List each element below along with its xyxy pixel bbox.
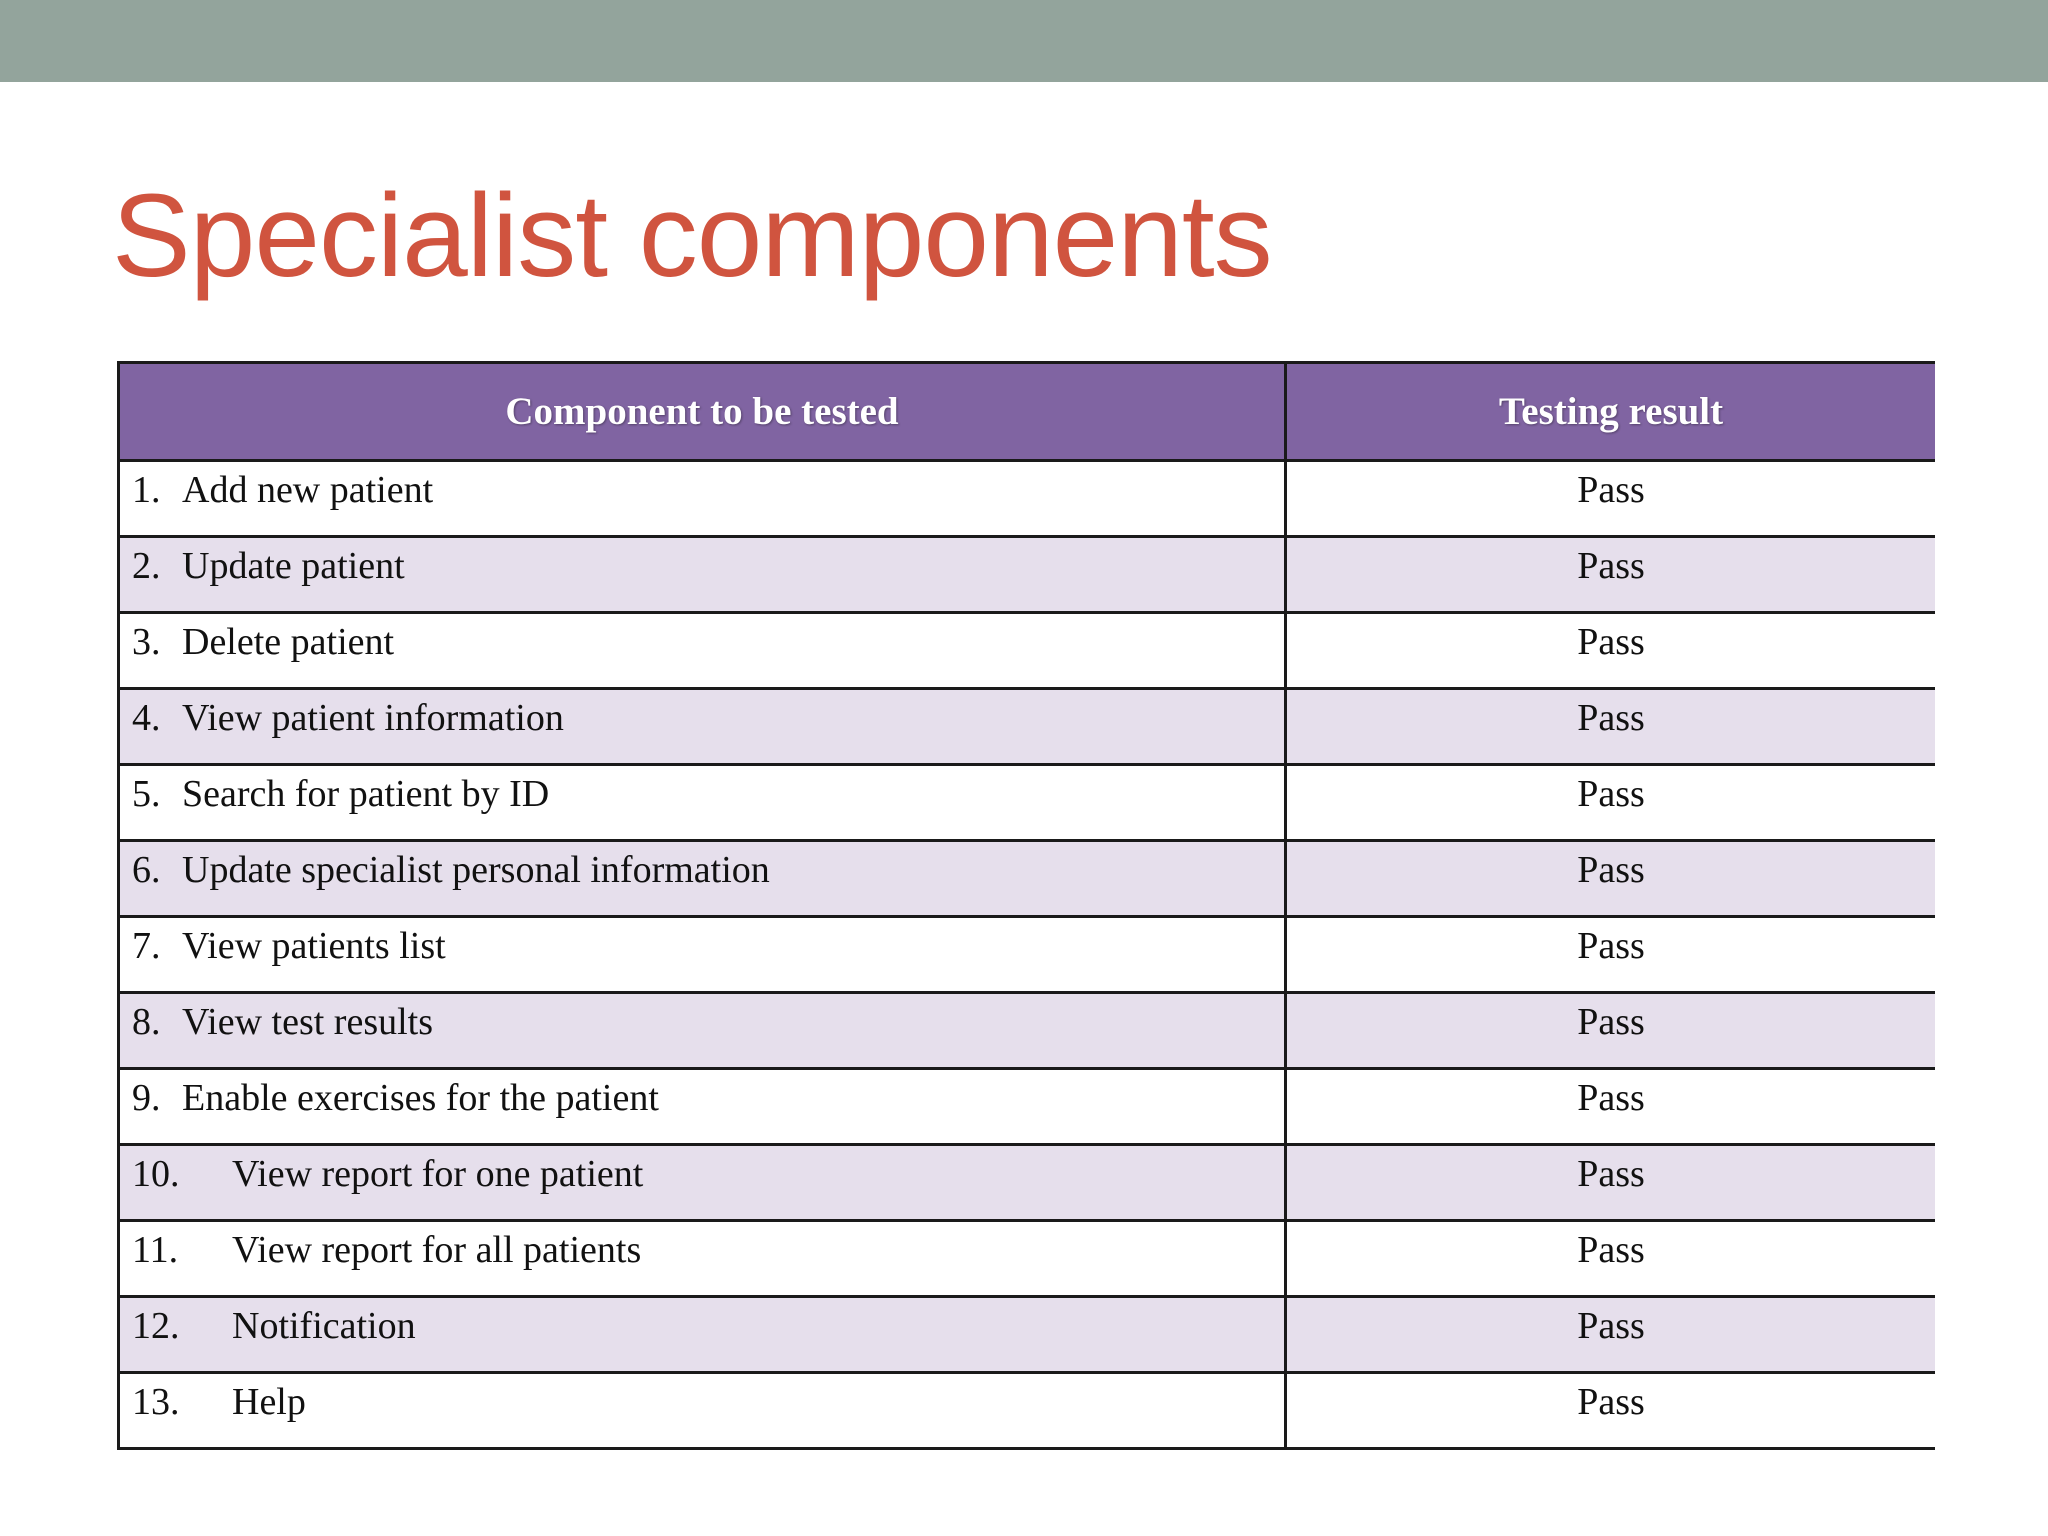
component-cell	[119, 993, 1286, 1069]
component-cell	[119, 765, 1286, 841]
component-cell	[119, 1297, 1286, 1373]
result-cell: Pass	[1286, 841, 1936, 917]
component-label: Update patient	[182, 545, 405, 587]
result-cell: Pass	[1286, 537, 1936, 613]
row-number: 9.	[132, 1077, 161, 1119]
result-cell: Pass	[1286, 689, 1936, 765]
result-cell: Pass	[1286, 1221, 1936, 1297]
table-row	[119, 1297, 1936, 1373]
component-label: View test results	[182, 1001, 434, 1043]
table-row	[119, 917, 1936, 993]
component-label: Notification	[232, 1305, 416, 1347]
result-cell: Pass	[1286, 1297, 1936, 1373]
row-number: 5.	[132, 773, 161, 815]
result-cell: Pass	[1286, 1069, 1936, 1145]
row-number: 8.	[132, 1001, 161, 1043]
row-number: 4.	[132, 697, 161, 739]
component-label: Update specialist personal information	[182, 849, 770, 891]
row-number: 10.	[132, 1153, 180, 1195]
row-number: 7.	[132, 925, 161, 967]
table-row	[119, 461, 1936, 537]
row-number: 6.	[132, 849, 161, 891]
component-label: View patient information	[182, 697, 564, 739]
result-cell: Pass	[1286, 613, 1936, 689]
table-row	[119, 689, 1936, 765]
table-row	[119, 1373, 1936, 1449]
table-row	[119, 1069, 1936, 1145]
component-label: View patients list	[182, 925, 446, 967]
row-number: 1.	[132, 469, 161, 511]
results-table-container	[117, 361, 1935, 1451]
results-table	[117, 361, 1935, 1450]
component-cell	[119, 461, 1286, 537]
result-cell: Pass	[1286, 1145, 1936, 1221]
result-cell: Pass	[1286, 461, 1936, 537]
component-cell	[119, 841, 1286, 917]
row-number: 11.	[132, 1229, 179, 1271]
top-accent-bar	[0, 0, 2048, 82]
row-number: 12.	[132, 1305, 180, 1347]
row-number: 2.	[132, 545, 161, 587]
component-cell	[119, 1069, 1286, 1145]
table-row	[119, 537, 1936, 613]
component-label: Search for patient by ID	[182, 773, 550, 815]
component-label: Delete patient	[182, 621, 395, 663]
table-row	[119, 613, 1936, 689]
component-label: Add new patient	[182, 469, 434, 511]
table-row	[119, 765, 1936, 841]
slide-title: Specialist components	[112, 170, 1272, 302]
component-cell	[119, 1145, 1286, 1221]
component-cell	[119, 917, 1286, 993]
result-cell: Pass	[1286, 1373, 1936, 1449]
table-header-row	[119, 363, 1936, 461]
component-cell	[119, 613, 1286, 689]
result-cell: Pass	[1286, 993, 1936, 1069]
header-result: Testing result	[1286, 363, 1936, 461]
row-number: 13.	[132, 1381, 180, 1423]
component-label: Help	[232, 1381, 306, 1423]
component-cell	[119, 1221, 1286, 1297]
row-number: 3.	[132, 621, 161, 663]
table-row	[119, 1221, 1936, 1297]
result-cell: Pass	[1286, 917, 1936, 993]
table-row	[119, 1145, 1936, 1221]
component-label: View report for one patient	[232, 1153, 644, 1195]
result-cell: Pass	[1286, 765, 1936, 841]
component-cell	[119, 689, 1286, 765]
component-label: Enable exercises for the patient	[182, 1077, 659, 1119]
component-cell	[119, 1373, 1286, 1449]
component-label: View report for all patients	[232, 1229, 642, 1271]
component-cell	[119, 537, 1286, 613]
table-row	[119, 993, 1936, 1069]
header-component: Component to be tested	[119, 363, 1286, 461]
table-row	[119, 841, 1936, 917]
